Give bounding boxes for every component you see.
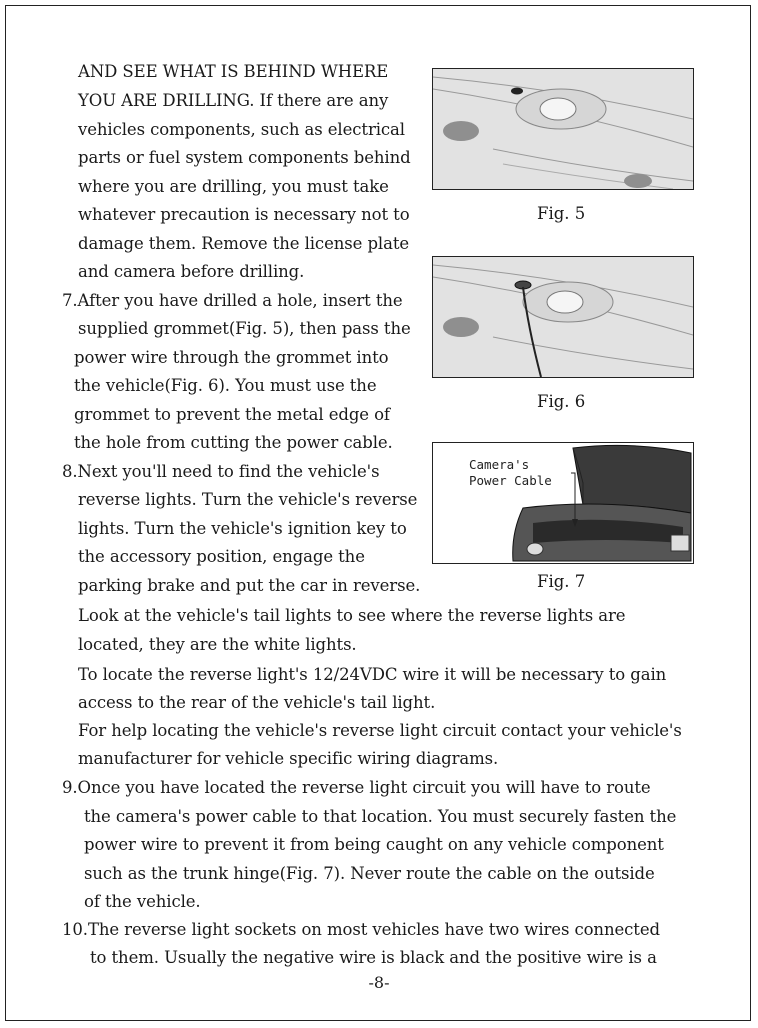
text-line: of the vehicle. — [84, 892, 201, 911]
text-line: AND SEE WHAT IS BEHIND WHERE — [78, 62, 389, 81]
text-line: YOU ARE DRILLING. If there are any — [78, 91, 389, 110]
text-line: parts or fuel system components behind — [78, 148, 411, 167]
text-line: whatever precaution is necessary not to — [78, 205, 410, 224]
text-line: where you are drilling, you must take — [78, 177, 389, 196]
figure-6 — [432, 256, 694, 378]
text-line: 7.After you have drilled a hole, insert the — [62, 291, 403, 310]
text-line: Look at the vehicle's tail lights to see where the reverse lights are — [78, 606, 626, 625]
text-line: 10.The reverse light sockets on most vehicles have two wires connected — [62, 920, 660, 939]
figure-7 — [432, 442, 694, 564]
text-line: reverse lights. Turn the vehicle's reverse — [78, 490, 418, 509]
text-line: access to the rear of the vehicle's tail light. — [78, 693, 436, 712]
text-line: grommet to prevent the metal edge of — [74, 405, 390, 424]
page-number: -8- — [368, 973, 390, 992]
text-line: To locate the reverse light's 12/24VDC wire it will be necessary to gain — [78, 665, 667, 684]
text-line: and camera before drilling. — [78, 262, 305, 281]
text-line: manufacturer for vehicle specific wiring diagrams. — [78, 749, 499, 768]
text-line: vehicles components, such as electrical — [78, 120, 405, 139]
text-line: located, they are the white lights. — [78, 635, 357, 654]
figure-7-label-camera: Camera's — [469, 457, 530, 472]
text-line: supplied grommet(Fig. 5), then pass the — [78, 319, 411, 338]
text-line: to them. Usually the negative wire is black and the positive wire is a — [90, 948, 657, 967]
text-line: 9.Once you have located the reverse light circuit you will have to route — [62, 778, 651, 797]
text-line: the vehicle(Fig. 6). You must use the — [74, 376, 377, 395]
figure-6-caption: Fig. 6 — [537, 392, 586, 411]
figure-7-label-power-cable: Power Cable — [469, 473, 552, 488]
text-line: such as the trunk hinge(Fig. 7). Never route the cable on the outside — [84, 864, 655, 883]
text-line: the accessory position, engage the — [78, 547, 365, 566]
text-line: power wire to prevent it from being caught on any vehicle component — [84, 835, 664, 854]
text-line: power wire through the grommet into — [74, 348, 389, 367]
text-line: parking brake and put the car in reverse. — [78, 576, 421, 595]
text-line: 8.Next you'll need to find the vehicle's — [62, 462, 380, 481]
text-line: the hole from cutting the power cable. — [74, 433, 393, 452]
text-line: For help locating the vehicle's reverse light circuit contact your vehicle's — [78, 721, 682, 740]
text-line: the camera's power cable to that location. You must securely fasten the — [84, 807, 677, 826]
figure-5 — [432, 68, 694, 190]
figure-7-caption: Fig. 7 — [537, 572, 586, 591]
text-line: lights. Turn the vehicle's ignition key to — [78, 519, 407, 538]
figure-5-caption: Fig. 5 — [537, 204, 586, 223]
text-line: damage them. Remove the license plate — [78, 234, 410, 253]
